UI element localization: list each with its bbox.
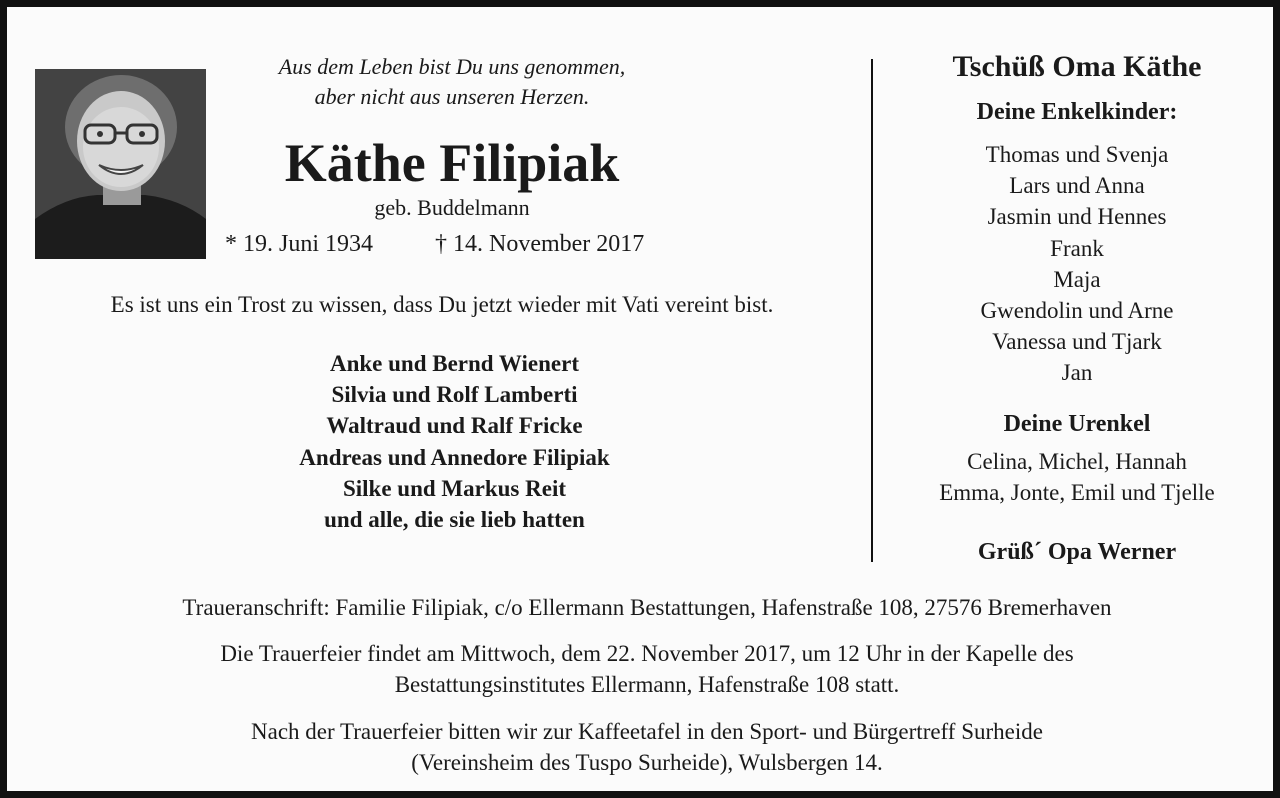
ceremony-info [7, 638, 1280, 700]
list-item: Waltraud und Ralf Fricke [326, 413, 583, 439]
list-item: Frank [1050, 235, 1104, 261]
list-item: Silvia und Rolf Lamberti [331, 382, 578, 408]
list-item: Emma, Jonte, Emil und Tjelle [939, 480, 1215, 505]
grandchildren-heading: Deine Enkelkinder: [976, 99, 1178, 125]
ceremony-line-1: Die Trauerfeier findet am Mittwoch, dem 22. November 2017, um 12 Uhr in der Kapelle des [220, 641, 1074, 666]
list-item: Andreas und Annedore Filipiak [299, 444, 610, 470]
death-date: † 14. November 2017 [435, 231, 645, 257]
quote-line-2: aber nicht aus unseren Herzen. [314, 84, 590, 109]
mourning-address [7, 592, 1280, 623]
reception-line-2: (Vereinsheim des Tuspo Surheide), Wulsbergen 14. [411, 750, 883, 775]
column-divider [871, 59, 873, 562]
list-item: Jan [1061, 360, 1093, 386]
great-grandchildren-heading: Deine Urenkel [1003, 411, 1151, 437]
portrait-image [35, 69, 206, 259]
mourners-list [202, 348, 707, 535]
list-item: Gwendolin und Arne [980, 297, 1174, 323]
list-item: Celina, Michel, Hannah [967, 449, 1187, 474]
memorial-quote [207, 52, 697, 112]
list-item: Silke und Markus Reit [342, 475, 566, 501]
deceased-name: Käthe Filipiak [284, 133, 620, 193]
greeting-text: Grüß´ Opa Werner [977, 539, 1177, 565]
quote-line-1: Aus dem Leben bist Du uns genommen, [278, 54, 626, 79]
address-line: Traueranschrift: Familie Filipiak, c/o Ellermann Bestattungen, Hafenstraße 108, 27576 Bremerhaven [182, 595, 1112, 620]
birth-name: geb. Buddelmann [374, 195, 530, 220]
reception-info [7, 716, 1280, 778]
list-item: Anke und Bernd Wienert [329, 351, 579, 376]
farewell-title: Tschüß Oma Käthe [952, 50, 1202, 83]
portrait-photo [35, 69, 206, 259]
list-item: und alle, die sie lieb hatten [324, 506, 585, 532]
birth-date: * 19. Juni 1934 [225, 231, 374, 257]
list-item: Lars und Anna [1009, 173, 1145, 199]
reception-line-1: Nach der Trauerfeier bitten wir zur Kaffeetafel in den Sport- und Bürgertreff Surheide [251, 719, 1043, 744]
great-grandchildren-list [877, 446, 1277, 508]
consolation-text: Es ist uns ein Trost zu wissen, dass Du jetzt wieder mit Vati vereint bist. [110, 292, 774, 317]
list-item: Thomas und Svenja [985, 142, 1169, 167]
list-item: Vanessa und Tjark [992, 329, 1162, 355]
list-item: Jasmin und Hennes [987, 204, 1167, 230]
grandchildren-list [877, 139, 1277, 389]
ceremony-line-2: Bestattungsinstitutes Ellermann, Hafenstraße 108 statt. [394, 672, 900, 697]
list-item: Maja [1053, 266, 1101, 292]
